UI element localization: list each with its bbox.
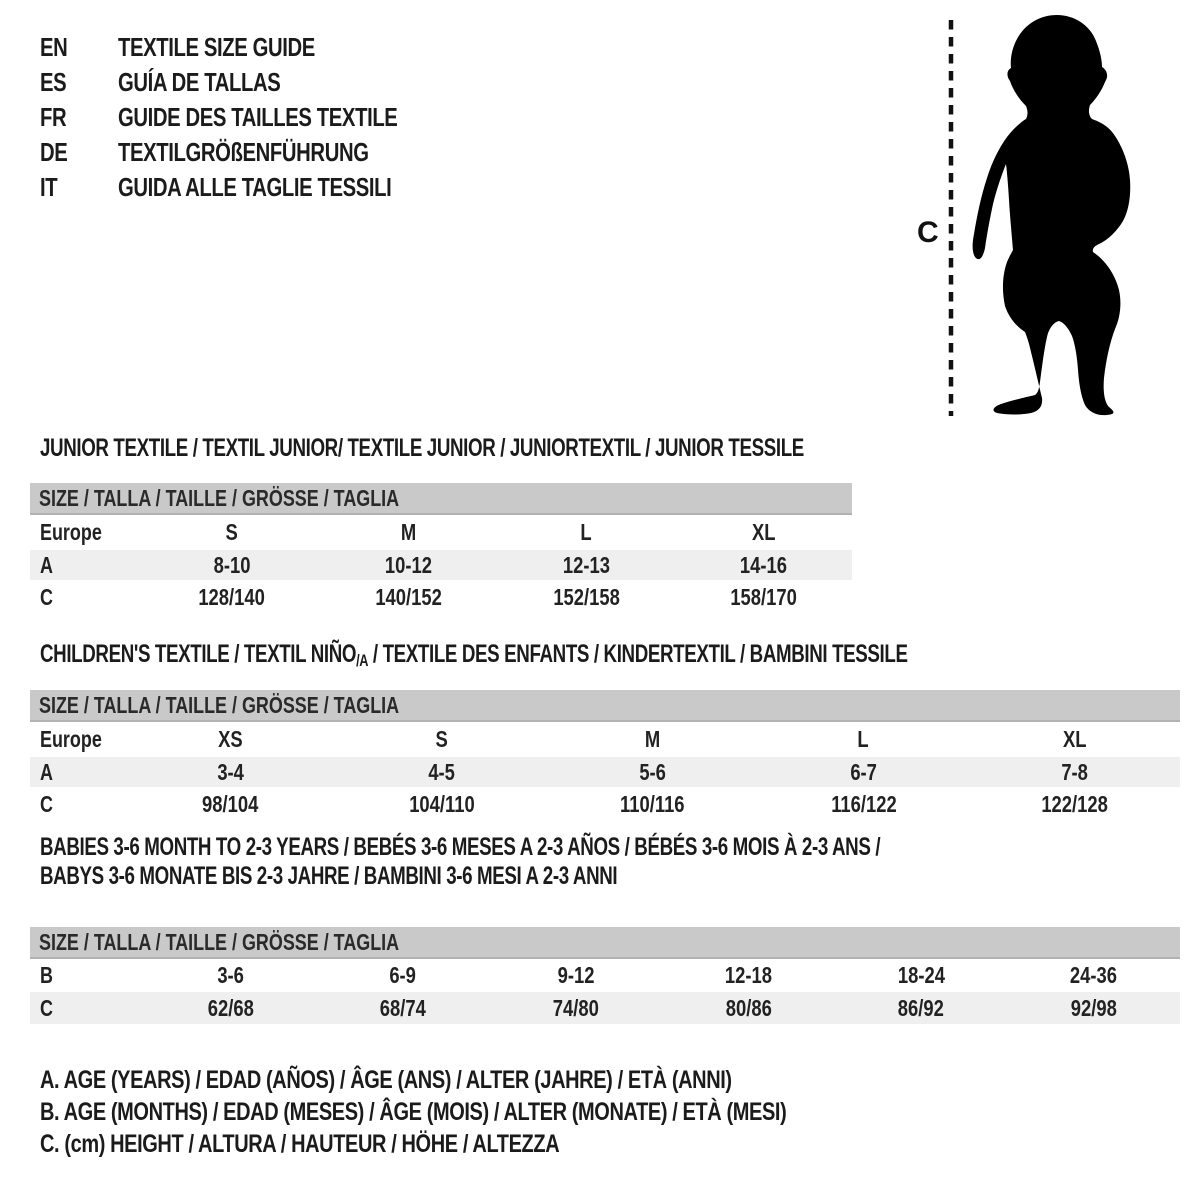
junior-size-table (30, 483, 852, 614)
size-cell: M (401, 519, 417, 545)
age-cell: 3-4 (217, 758, 244, 785)
language-code: EN (40, 32, 68, 62)
months-cell: 18-24 (897, 962, 945, 988)
height-cell: 116/122 (830, 790, 897, 817)
language-row-fr (40, 100, 476, 135)
height-cell: 80/86 (725, 994, 772, 1021)
height-cell: 74/80 (552, 994, 599, 1021)
childrens-size-table (30, 690, 1180, 821)
height-cell: 62/68 (207, 994, 254, 1021)
height-measure-figure (905, 10, 1155, 420)
age-cell: 6-7 (850, 758, 877, 785)
junior-height-row (30, 580, 852, 614)
junior-sizes-row (30, 515, 852, 550)
height-cell: 98/104 (202, 790, 259, 817)
language-title: TEXTILE SIZE GUIDE (118, 32, 315, 62)
months-cell: 3-6 (217, 962, 244, 988)
language-list (40, 30, 476, 205)
height-cell: 140/152 (375, 583, 443, 610)
language-row-es (40, 65, 476, 100)
language-row-it (40, 170, 476, 205)
childrens-height-row (30, 787, 1180, 821)
babies-height-row (30, 992, 1180, 1024)
age-cell: 12-13 (562, 551, 610, 578)
age-cell: 8-10 (213, 551, 251, 578)
size-header-bar: SIZE / TALLA / TAILLE / GRÖSSE / TAGLIA (30, 690, 1180, 722)
height-cell: 104/110 (408, 790, 475, 817)
months-cell: 9-12 (557, 962, 595, 988)
size-cell: S (435, 726, 448, 752)
size-cell: M (644, 726, 661, 752)
age-cell: 14-16 (739, 551, 787, 578)
age-cell: 10-12 (385, 551, 433, 578)
childrens-sizes-row (30, 722, 1180, 757)
babies-size-table (30, 927, 1180, 1024)
height-cell: 92/98 (1070, 994, 1117, 1021)
toddler-silhouette-shape (973, 15, 1131, 415)
childrens-section-heading: CHILDREN'S TEXTILE / TEXTIL NIÑO/A / TEXTILE DES ENFANTS / KINDERTEXTIL / BAMBINI TESSILE (40, 640, 908, 670)
region-label: Europe (40, 726, 102, 752)
legend-line-c: C. (cm) HEIGHT / ALTURA / HAUTEUR / HÖHE / ALTEZZA (40, 1130, 560, 1158)
language-code: ES (40, 67, 67, 97)
size-header-bar: SIZE / TALLA / TAILLE / GRÖSSE / TAGLIA (30, 927, 1180, 959)
nino-a-subscript: /A (356, 651, 369, 670)
measure-label-c: C (917, 216, 939, 249)
language-code: FR (40, 102, 67, 132)
row-label-a: A (40, 551, 53, 578)
language-title: TEXTILGRÖßENFÜHRUNG (118, 137, 369, 167)
childrens-age-row (30, 757, 1180, 787)
region-label: Europe (40, 519, 102, 545)
row-label-c: C (40, 583, 53, 610)
age-cell: 7-8 (1061, 758, 1088, 785)
height-cell: 158/170 (730, 583, 797, 610)
size-cell: L (580, 519, 592, 545)
row-label-b: B (40, 962, 53, 988)
months-cell: 6-9 (389, 962, 417, 988)
height-cell: 128/140 (198, 583, 265, 610)
height-cell: 86/92 (897, 994, 944, 1021)
junior-section-heading: JUNIOR TEXTILE / TEXTIL JUNIOR/ TEXTILE JUNIOR / JUNIORTEXTIL / JUNIOR TESSILE (40, 434, 804, 462)
height-cell: 122/128 (1041, 790, 1108, 817)
size-cell: XL (1062, 726, 1087, 752)
size-cell: L (857, 726, 870, 752)
junior-age-row (30, 550, 852, 580)
legend-line-a: A. AGE (YEARS) / EDAD (AÑOS) / ÂGE (ANS) / ALTER (JAHRE) / ETÀ (ANNI) (40, 1066, 732, 1094)
size-header-bar: SIZE / TALLA / TAILLE / GRÖSSE / TAGLIA (30, 483, 852, 515)
height-cell: 110/116 (620, 790, 685, 817)
language-title: GUIDE DES TAILLES TEXTILE (118, 102, 398, 132)
age-cell: 5-6 (639, 758, 666, 785)
row-label-a: A (40, 758, 53, 785)
size-cell: XS (218, 726, 243, 752)
months-cell: 12-18 (724, 962, 772, 988)
language-code: DE (40, 137, 68, 167)
language-code: IT (40, 172, 58, 202)
height-cell: 68/74 (379, 994, 427, 1021)
language-row-en (40, 30, 476, 65)
row-label-c: C (40, 790, 53, 817)
toddler-silhouette-icon (905, 10, 1155, 420)
legend-line-b: B. AGE (MONTHS) / EDAD (MESES) / ÂGE (MOIS) / ALTER (MONATE) / ETÀ (MESI) (40, 1098, 787, 1126)
months-cell: 24-36 (1070, 962, 1118, 988)
legend (40, 1066, 973, 1162)
babies-months-row (30, 959, 1180, 992)
babies-section-heading-line1: BABIES 3-6 MONTH TO 2-3 YEARS / BEBÉS 3-6 MESES A 2-3 AÑOS / BÉBÉS 3-6 MOIS À 2-3 ANS / (40, 833, 881, 861)
language-row-de (40, 135, 476, 170)
size-cell: XL (751, 519, 776, 545)
babies-section-heading-line2: BABYS 3-6 MONATE BIS 2-3 JAHRE / BAMBINI 3-6 MESI A 2-3 ANNI (40, 862, 618, 890)
language-title: GUÍA DE TALLAS (118, 67, 281, 97)
size-cell: S (225, 519, 238, 545)
height-cell: 152/158 (552, 583, 620, 610)
row-label-c: C (40, 994, 53, 1021)
language-title: GUIDA ALLE TAGLIE TESSILI (118, 172, 392, 202)
age-cell: 4-5 (428, 758, 455, 785)
